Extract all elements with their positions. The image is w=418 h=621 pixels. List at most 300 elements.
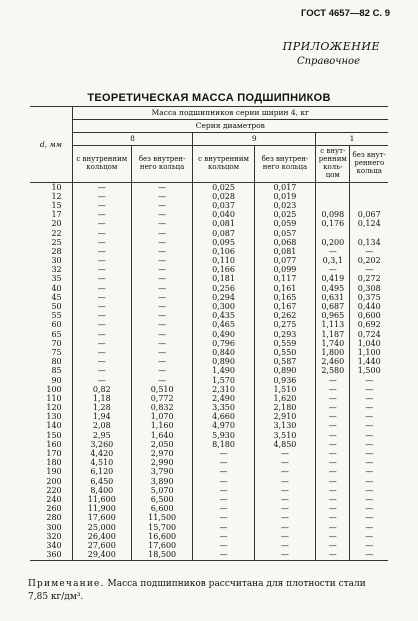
table-cell-mass: 0,600 <box>350 312 388 321</box>
table-cell-d: 180 <box>30 459 72 468</box>
table-cell-mass: 0,890 <box>193 358 254 367</box>
table-cell-d: 30 <box>30 257 72 266</box>
table-cell-mass: 0,037 <box>193 201 254 210</box>
table-cell-mass: — <box>316 413 350 422</box>
table-cell-mass: 0,465 <box>193 321 254 330</box>
table-cell-mass: — <box>72 312 131 321</box>
table-cell-mass: — <box>193 477 254 486</box>
table-row <box>30 532 388 541</box>
table-cell-mass: 2,990 <box>131 459 192 468</box>
series-header: Серия диаметров <box>72 120 388 133</box>
table-cell-mass <box>316 183 350 193</box>
table-cell-d: 130 <box>30 413 72 422</box>
table-cell-mass: — <box>131 367 192 376</box>
table-cell-mass: 18,500 <box>131 551 192 561</box>
table-cell-mass: 0,272 <box>350 275 388 284</box>
table-cell-mass: — <box>316 266 350 275</box>
table-cell-mass: 1,100 <box>350 348 388 357</box>
table-cell-mass: — <box>131 348 192 357</box>
table-cell-mass <box>350 192 388 201</box>
table-cell-mass: 6,600 <box>131 505 192 514</box>
table-cell-mass: 11,500 <box>131 514 192 523</box>
table-cell-d: 110 <box>30 394 72 403</box>
table-cell-mass: 2,180 <box>254 404 315 413</box>
table-cell-mass: 2,050 <box>131 440 192 449</box>
table-cell-mass: 0,419 <box>316 275 350 284</box>
table-cell-d: 120 <box>30 404 72 413</box>
table-row <box>30 330 388 339</box>
table-cell-mass: 1,113 <box>316 321 350 330</box>
table-cell-mass: 1,510 <box>254 385 315 394</box>
table-cell-mass: 0,081 <box>193 220 254 229</box>
appendix-label: ПРИЛОЖЕНИЕ <box>282 40 380 53</box>
table-cell-mass: 4,970 <box>193 422 254 431</box>
table-cell-mass <box>316 229 350 238</box>
reference-label: Справочное <box>296 56 360 67</box>
table-cell-mass: — <box>254 449 315 458</box>
table-cell-mass: — <box>72 201 131 210</box>
table-cell-mass: 0,832 <box>131 404 192 413</box>
table-cell-d: 65 <box>30 330 72 339</box>
table-cell-mass: 6,450 <box>72 477 131 486</box>
table-cell-mass: — <box>131 192 192 201</box>
table-cell-mass: — <box>350 541 388 550</box>
table-cell-mass: 1,440 <box>350 358 388 367</box>
table-cell-mass: — <box>193 486 254 495</box>
table-cell-mass: — <box>254 495 315 504</box>
table-cell-mass: 11,600 <box>72 495 131 504</box>
table-cell-mass: 0,017 <box>254 183 315 193</box>
note-label: Примечание. <box>28 579 105 589</box>
sub-header-8-without-ring: без внутрен-него кольца <box>131 146 192 183</box>
table-cell-mass: 0,117 <box>254 275 315 284</box>
table-cell-mass: — <box>131 358 192 367</box>
table-cell-mass: 0,067 <box>350 211 388 220</box>
table-cell-mass: — <box>254 532 315 541</box>
table-row <box>30 284 388 293</box>
table-row <box>30 523 388 532</box>
table-cell-mass: — <box>72 293 131 302</box>
table-cell-mass: 0,110 <box>193 257 254 266</box>
table-cell-mass: 0,275 <box>254 321 315 330</box>
table-cell-d: 75 <box>30 348 72 357</box>
table-cell-mass: — <box>193 532 254 541</box>
table-cell-mass: 8,180 <box>193 440 254 449</box>
table-row <box>30 486 388 495</box>
table-row <box>30 229 388 238</box>
table-cell-mass: 0,293 <box>254 330 315 339</box>
table-cell-mass: — <box>350 505 388 514</box>
table-cell-mass: 0,550 <box>254 348 315 357</box>
table-row <box>30 514 388 523</box>
table-cell-mass: 3,130 <box>254 422 315 431</box>
table-cell-d: 100 <box>30 385 72 394</box>
table-cell-mass: 1,640 <box>131 431 192 440</box>
table-cell-mass: 0,490 <box>193 330 254 339</box>
mass-header: Масса подшипников серии ширин 4, кг <box>72 107 388 120</box>
table-cell-mass: — <box>72 348 131 357</box>
table-cell-mass: 0,435 <box>193 312 254 321</box>
table-cell-mass: — <box>350 422 388 431</box>
table-row <box>30 238 388 247</box>
table-cell-d: 32 <box>30 266 72 275</box>
table-cell-mass: — <box>350 495 388 504</box>
table-row <box>30 431 388 440</box>
table-cell-mass: 2,490 <box>193 394 254 403</box>
table-cell-d: 280 <box>30 514 72 523</box>
table-cell-mass: — <box>72 229 131 238</box>
table-row <box>30 468 388 477</box>
table-cell-mass: — <box>316 404 350 413</box>
table-cell-mass: — <box>193 495 254 504</box>
table-cell-mass: — <box>72 284 131 293</box>
table-cell-mass: 0,023 <box>254 201 315 210</box>
table-cell-mass: — <box>316 376 350 385</box>
table-cell-mass: — <box>193 514 254 523</box>
table-cell-mass: 3,510 <box>254 431 315 440</box>
table-cell-d: 55 <box>30 312 72 321</box>
table-cell-mass: — <box>316 422 350 431</box>
table-cell-mass: — <box>72 275 131 284</box>
table-cell-mass: 4,420 <box>72 449 131 458</box>
page-header: ГОСТ 4657—82 С. 9 <box>301 8 390 19</box>
table-cell-d: 20 <box>30 220 72 229</box>
table-cell-mass: — <box>131 247 192 256</box>
table-cell-mass: — <box>254 514 315 523</box>
table-cell-mass: 2,08 <box>72 422 131 431</box>
table-cell-mass: 0,308 <box>350 284 388 293</box>
table-cell-mass: — <box>350 404 388 413</box>
table-cell-mass: 1,620 <box>254 394 315 403</box>
table-cell-mass: — <box>131 376 192 385</box>
table-cell-mass: — <box>350 266 388 275</box>
table-cell-mass <box>350 229 388 238</box>
table-cell-mass: 0,890 <box>254 367 315 376</box>
table-cell-mass: — <box>193 523 254 532</box>
table-cell-mass: — <box>131 312 192 321</box>
table-cell-mass: — <box>193 459 254 468</box>
table-cell-d: 160 <box>30 440 72 449</box>
table-cell-mass: — <box>350 376 388 385</box>
table-cell-mass: — <box>72 192 131 201</box>
table-cell-mass: 1,070 <box>131 413 192 422</box>
table-cell-d: 90 <box>30 376 72 385</box>
table-cell-mass: — <box>316 394 350 403</box>
table-cell-mass: — <box>193 449 254 458</box>
table-cell-mass: — <box>131 293 192 302</box>
table-cell-mass: 6,500 <box>131 495 192 504</box>
table-cell-mass: — <box>131 284 192 293</box>
table-row <box>30 220 388 229</box>
table-cell-mass: 0,936 <box>254 376 315 385</box>
table-cell-d: 28 <box>30 247 72 256</box>
table-cell-mass: — <box>131 257 192 266</box>
table-row <box>30 385 388 394</box>
table-cell-mass: — <box>131 321 192 330</box>
table-cell-mass: — <box>316 247 350 256</box>
table-cell-mass: — <box>254 523 315 532</box>
table-cell-mass: — <box>316 440 350 449</box>
table-cell-d: 300 <box>30 523 72 532</box>
note-text: Масса подшипников рассчитана для плотности стали 7,85 кг/дм³. <box>28 579 366 602</box>
table-cell-mass: — <box>254 459 315 468</box>
table-cell-mass: — <box>72 183 131 193</box>
table-cell-mass: — <box>72 330 131 339</box>
table-cell-mass: — <box>72 358 131 367</box>
table-cell-mass: 1,570 <box>193 376 254 385</box>
table-cell-d: 15 <box>30 201 72 210</box>
table-cell-mass: 8,400 <box>72 486 131 495</box>
table-cell-mass: 0,440 <box>350 302 388 311</box>
table-cell-d: 17 <box>30 211 72 220</box>
table-cell-mass: — <box>72 367 131 376</box>
table-cell-mass: 0,124 <box>350 220 388 229</box>
table-cell-d: 190 <box>30 468 72 477</box>
table-cell-mass: — <box>72 302 131 311</box>
table-cell-mass: — <box>131 183 192 193</box>
table-cell-mass: 16,600 <box>131 532 192 541</box>
table-cell-mass: 2,580 <box>316 367 350 376</box>
sub-header-1-without-ring: без внут-реннего кольца <box>350 146 388 183</box>
table-cell-mass: — <box>254 551 315 561</box>
table-cell-mass: 1,490 <box>193 367 254 376</box>
table-cell-mass: — <box>131 275 192 284</box>
table-cell-mass: — <box>350 477 388 486</box>
table-cell-mass: — <box>131 330 192 339</box>
table-cell-mass: — <box>316 495 350 504</box>
table-cell-d: 320 <box>30 532 72 541</box>
table-cell-mass: — <box>350 486 388 495</box>
table-cell-mass: 0,687 <box>316 302 350 311</box>
table-cell-mass: 1,18 <box>72 394 131 403</box>
table-cell-mass: 1,94 <box>72 413 131 422</box>
table-cell-mass: — <box>131 220 192 229</box>
table-cell-mass: 15,700 <box>131 523 192 532</box>
table-cell-mass: 27,600 <box>72 541 131 550</box>
table-cell-d: 50 <box>30 302 72 311</box>
table-cell-mass: — <box>254 505 315 514</box>
table-cell-mass: — <box>72 211 131 220</box>
table-cell-d: 260 <box>30 505 72 514</box>
group-9-header: 9 <box>193 133 316 146</box>
table-cell-d: 12 <box>30 192 72 201</box>
table-cell-mass: 5,930 <box>193 431 254 440</box>
table-cell-mass: 2,460 <box>316 358 350 367</box>
table-cell-mass: 0,106 <box>193 247 254 256</box>
table-cell-d: 170 <box>30 449 72 458</box>
table-cell-mass: 0,025 <box>254 211 315 220</box>
table-cell-mass: — <box>350 449 388 458</box>
table-cell-mass: — <box>350 468 388 477</box>
table-cell-d: 10 <box>30 183 72 193</box>
group-8-header: 8 <box>72 133 193 146</box>
table-cell-mass: 1,800 <box>316 348 350 357</box>
table-cell-mass: 1,187 <box>316 330 350 339</box>
table-cell-mass: — <box>131 266 192 275</box>
table-cell-mass <box>316 192 350 201</box>
table-cell-mass: 2,310 <box>193 385 254 394</box>
table-cell-mass: 0,134 <box>350 238 388 247</box>
table-cell-d: 140 <box>30 422 72 431</box>
table-cell-mass: — <box>316 523 350 532</box>
page-title: ТЕОРЕТИЧЕСКАЯ МАССА ПОДШИПНИКОВ <box>87 92 331 104</box>
table-cell-mass: — <box>316 514 350 523</box>
table-cell-d: 45 <box>30 293 72 302</box>
footnote <box>28 578 388 604</box>
table-cell-mass: — <box>316 385 350 394</box>
table-cell-d: 40 <box>30 284 72 293</box>
table-cell-mass: 3,260 <box>72 440 131 449</box>
table-row <box>30 422 388 431</box>
table-cell-d: 25 <box>30 238 72 247</box>
table-cell-d: 200 <box>30 477 72 486</box>
table-cell-mass: 0,3,1 <box>316 257 350 266</box>
table-cell-mass: 0,840 <box>193 348 254 357</box>
table-cell-mass: — <box>72 220 131 229</box>
table-cell-mass: 1,160 <box>131 422 192 431</box>
table-cell-mass: 2,970 <box>131 449 192 458</box>
table-cell-mass: 6,120 <box>72 468 131 477</box>
table-cell-mass: — <box>193 468 254 477</box>
table-cell-mass: — <box>350 532 388 541</box>
table-row <box>30 192 388 201</box>
sub-header-9-with-ring: с внутренним кольцом <box>193 146 254 183</box>
table-cell-mass: — <box>131 211 192 220</box>
table-cell-mass: 0,587 <box>254 358 315 367</box>
table-cell-d: 22 <box>30 229 72 238</box>
table-row <box>30 376 388 385</box>
table-cell-mass: 0,256 <box>193 284 254 293</box>
table-row <box>30 183 388 193</box>
table-cell-mass: — <box>131 339 192 348</box>
table-cell-mass: — <box>72 339 131 348</box>
table-cell-mass: 0,965 <box>316 312 350 321</box>
table-cell-mass: 3,890 <box>131 477 192 486</box>
bearing-mass-table <box>30 106 388 561</box>
table-cell-mass: — <box>316 477 350 486</box>
table-row <box>30 477 388 486</box>
table-cell-d: 220 <box>30 486 72 495</box>
table-cell-mass: — <box>254 541 315 550</box>
table-cell-mass: 1,040 <box>350 339 388 348</box>
sub-header-1-with-ring: с внут-ренним коль-цом <box>316 146 350 183</box>
table-cell-mass: 1,500 <box>350 367 388 376</box>
table-cell-mass: — <box>350 394 388 403</box>
table-cell-mass: 3,350 <box>193 404 254 413</box>
table-cell-mass: — <box>350 247 388 256</box>
table-cell-mass: 0,059 <box>254 220 315 229</box>
table-cell-mass: — <box>316 459 350 468</box>
sub-header-9-without-ring: без внутрен-него кольца <box>254 146 315 183</box>
table-cell-d: 60 <box>30 321 72 330</box>
table-cell-mass: — <box>350 551 388 561</box>
table-cell-mass: — <box>254 486 315 495</box>
table-cell-mass: 0,068 <box>254 238 315 247</box>
table-cell-mass: 0,724 <box>350 330 388 339</box>
table-cell-mass: 0,202 <box>350 257 388 266</box>
table-cell-mass: 4,660 <box>193 413 254 422</box>
table-cell-mass: 4,850 <box>254 440 315 449</box>
table-row <box>30 551 388 561</box>
table-cell-mass: 0,262 <box>254 312 315 321</box>
table-cell-mass: — <box>316 431 350 440</box>
table-cell-mass: — <box>350 459 388 468</box>
table-cell-mass: — <box>254 468 315 477</box>
table-cell-mass: 0,375 <box>350 293 388 302</box>
table-cell-mass: 0,82 <box>72 385 131 394</box>
table-cell-mass: — <box>72 247 131 256</box>
table-cell-mass: — <box>72 257 131 266</box>
table-cell-mass: 25,000 <box>72 523 131 532</box>
table-cell-mass: 0,166 <box>193 266 254 275</box>
table-cell-mass: — <box>131 238 192 247</box>
table-cell-d: 150 <box>30 431 72 440</box>
table-row <box>30 367 388 376</box>
table-cell-mass: 3,790 <box>131 468 192 477</box>
table-cell-mass: 2,95 <box>72 431 131 440</box>
table-cell-mass: 0,087 <box>193 229 254 238</box>
table-cell-mass: 0,772 <box>131 394 192 403</box>
table-cell-mass: 0,631 <box>316 293 350 302</box>
table-cell-mass: — <box>316 449 350 458</box>
table-cell-mass: — <box>316 532 350 541</box>
table-cell-mass: — <box>193 505 254 514</box>
table-cell-mass: 0,057 <box>254 229 315 238</box>
group-1-header: 1 <box>316 133 388 146</box>
table-cell-mass: — <box>316 541 350 550</box>
table-cell-mass: 0,040 <box>193 211 254 220</box>
d-column-header: d, мм <box>30 107 72 183</box>
table-cell-mass: — <box>193 551 254 561</box>
table-cell-mass: — <box>316 505 350 514</box>
table-cell-mass: 0,161 <box>254 284 315 293</box>
table-cell-mass: — <box>350 514 388 523</box>
table-cell-d: 340 <box>30 541 72 550</box>
table-cell-mass: — <box>72 321 131 330</box>
table-cell-mass: — <box>72 376 131 385</box>
table-cell-mass: 0,098 <box>316 211 350 220</box>
table-cell-mass: — <box>350 440 388 449</box>
table-cell-mass: 0,019 <box>254 192 315 201</box>
table-cell-mass: 0,181 <box>193 275 254 284</box>
table-cell-mass: 0,081 <box>254 247 315 256</box>
table-cell-d: 85 <box>30 367 72 376</box>
table-cell-mass: — <box>316 486 350 495</box>
table-cell-mass: 17,600 <box>72 514 131 523</box>
table-cell-mass: — <box>350 523 388 532</box>
table-cell-mass: 0,167 <box>254 302 315 311</box>
table-cell-mass <box>350 183 388 193</box>
table-cell-mass: 0,095 <box>193 238 254 247</box>
table-cell-mass: 0,559 <box>254 339 315 348</box>
table-cell-mass: 0,300 <box>193 302 254 311</box>
table-cell-d: 70 <box>30 339 72 348</box>
table-cell-mass: — <box>350 413 388 422</box>
table-row <box>30 275 388 284</box>
table-cell-d: 240 <box>30 495 72 504</box>
table-cell-mass: 0,025 <box>193 183 254 193</box>
table-cell-mass: — <box>72 266 131 275</box>
table-cell-mass: 17,600 <box>131 541 192 550</box>
sub-header-8-with-ring: с внутренним кольцом <box>72 146 131 183</box>
table-cell-mass: 0,099 <box>254 266 315 275</box>
table-cell-mass: 0,796 <box>193 339 254 348</box>
table-cell-mass: 0,077 <box>254 257 315 266</box>
table-cell-mass: 0,692 <box>350 321 388 330</box>
table-cell-mass: — <box>131 229 192 238</box>
table-cell-d: 35 <box>30 275 72 284</box>
table-cell-mass: 4,510 <box>72 459 131 468</box>
